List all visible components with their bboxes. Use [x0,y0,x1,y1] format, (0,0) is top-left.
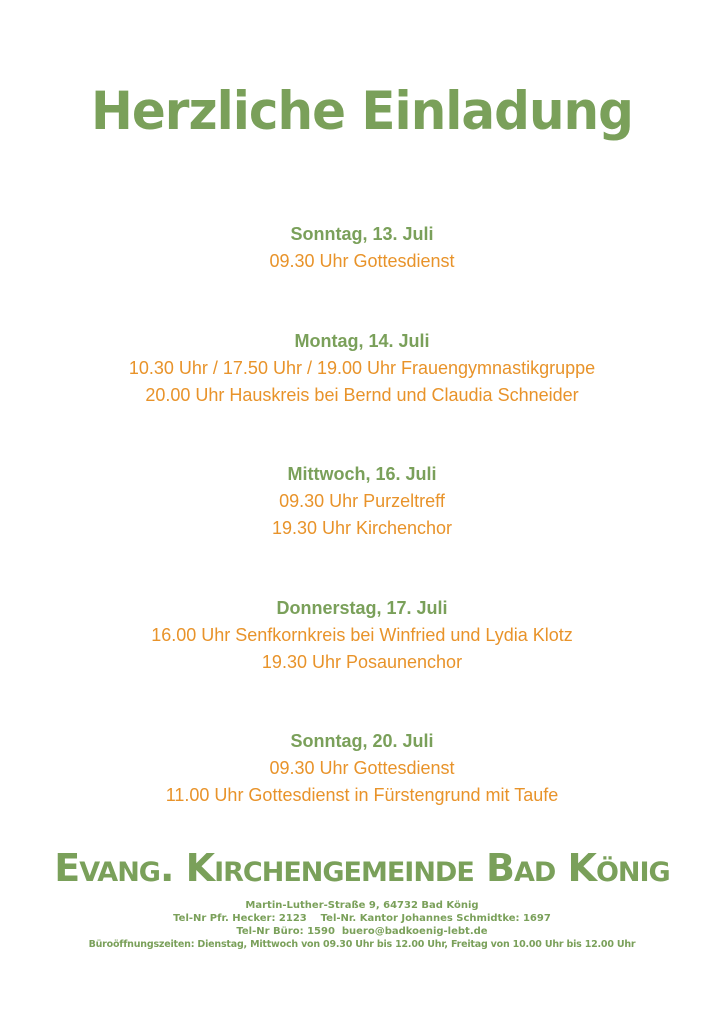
page-title: Herzliche Einladung [91,80,633,142]
day-block-monday-14 [0,328,724,409]
day-block-sunday-13 [0,221,724,275]
event-line: 10.30 Uhr / 17.50 Uhr / 19.00 Uhr Frauengymnastikgruppe [128,358,596,378]
event-line: 20.00 Uhr Hauskreis bei Bernd und Claudia Schneider [145,385,579,405]
event-line: 19.30 Uhr Kirchenchor [271,518,453,538]
office-line: Tel-Nr Büro: 1590 buero@badkoenig-lebt.de [236,926,488,937]
event-line: 09.30 Uhr Gottesdienst [269,251,455,271]
office-hours-line: Büroöffnungszeiten: Dienstag, Mittwoch von 09.30 Uhr bis 12.00 Uhr, Freitag von 10.00 Uhr bis 12.00 Uhr [88,939,636,950]
day-block-sunday-20 [0,728,724,809]
phones-line: Tel-Nr Pfr. Hecker: 2123 Tel-Nr. Kantor Johannes Schmidtke: 1697 [173,913,551,924]
event-line: 16.00 Uhr Senfkornkreis bei Winfried und Lydia Klotz [151,625,573,645]
day-heading: Donnerstag, 17. Juli [276,598,448,618]
event-line: 09.30 Uhr Gottesdienst [269,758,455,778]
address-line: Martin-Luther-Straße 9, 64732 Bad König [245,900,479,911]
event-line: 09.30 Uhr Purzeltreff [279,491,445,511]
contact-info [0,899,724,951]
event-line: 11.00 Uhr Gottesdienst in Fürstengrund mit Taufe [165,785,559,805]
event-line: 19.30 Uhr Posaunenchor [261,652,463,672]
day-heading: Sonntag, 20. Juli [290,731,434,751]
day-heading: Sonntag, 13. Juli [290,224,434,244]
day-heading: Mittwoch, 16. Juli [287,464,437,484]
day-heading: Montag, 14. Juli [294,331,430,351]
day-block-wednesday-16 [0,461,724,542]
church-name: Evang. Kirchengemeinde Bad König [54,846,670,890]
day-block-thursday-17 [0,595,724,676]
